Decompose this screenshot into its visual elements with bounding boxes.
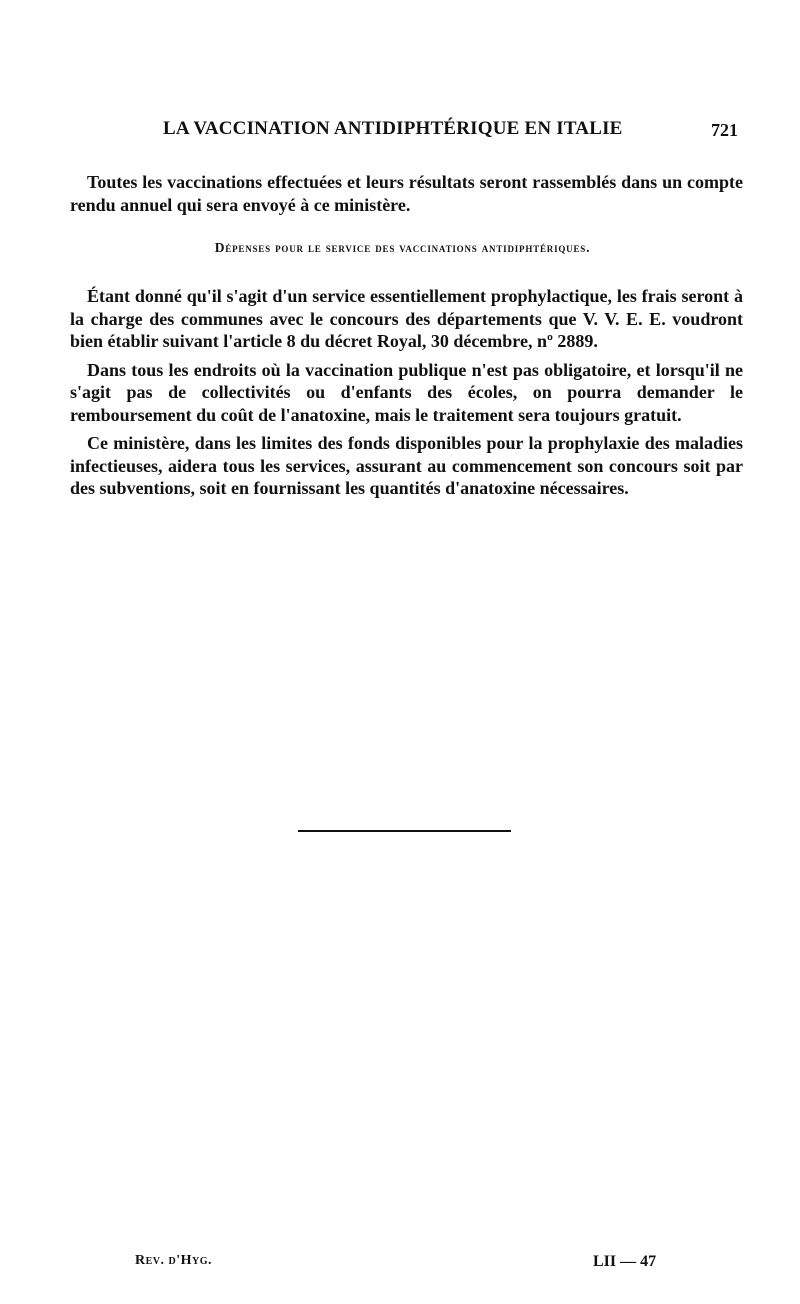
running-title: LA VACCINATION ANTIDIPHTÉRIQUE EN ITALIE [163, 118, 623, 139]
intro-block [70, 171, 743, 216]
intro-paragraph: Toutes les vaccinations effectuées et leurs résultats seront rassemblés dans un compte rendu annuel qui sera envoyé à ce ministère. [70, 172, 743, 215]
closing-rule [298, 830, 511, 832]
paragraph-reimbursement: Dans tous les endroits où la vaccination publique n'est pas obligatoire, et lorsqu'il ne s'agit pas de collectivités ou d'enfants des écoles, on pourra demander le remboursement du coût de l'anatoxine, mais le traitement sera toujours gratuit. [70, 359, 743, 425]
page-number: 721 [711, 120, 738, 140]
section-heading: Dépenses pour le service des vaccinations antidiphtériques. [214, 240, 591, 255]
paragraph-ministry-support: Ce ministère, dans les limites des fonds disponibles pour la prophylaxie des maladies infectieuses, aidera tous les services, assurant au commencement son concours soit par des subventions, soit en fournissant les quantités d'anatoxine nécessaires. [70, 433, 743, 498]
paragraph-funding: Étant donné qu'il s'agit d'un service essentiellement prophylactique, les frais seront à la charge des communes avec le concours des départements que V. V. E. E. voudront bien établir suivant l'article 8 du décret Royal, 30 décembre, nº 2889. [70, 286, 743, 351]
footer-signature: LII — 47 [593, 1253, 657, 1270]
running-head [0, 118, 800, 148]
section-body [70, 285, 743, 500]
footer-journal: Rev. d'Hyg. [135, 1253, 213, 1268]
